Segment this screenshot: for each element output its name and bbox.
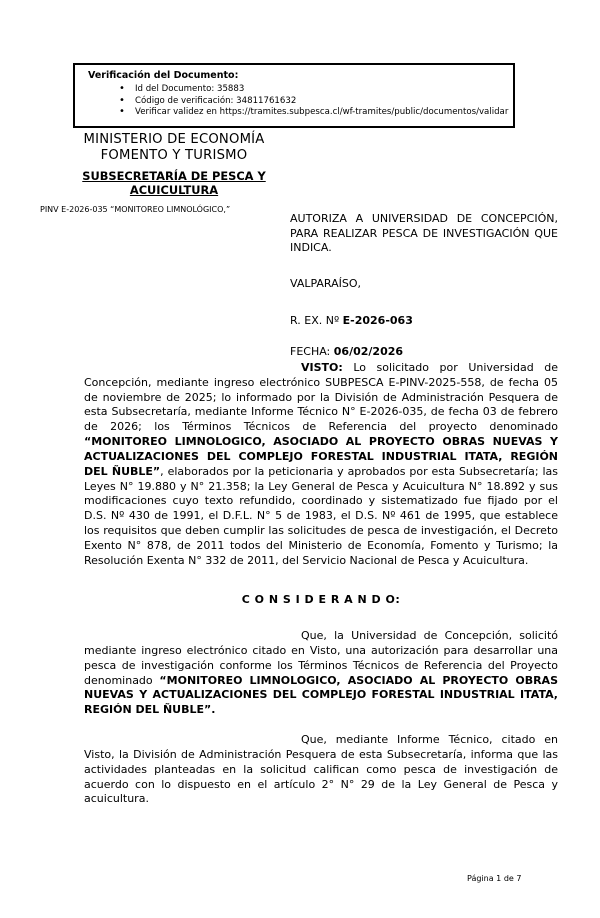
subsecretaria-title: SUBSECRETARÍA DE PESCA Y ACUICULTURA [82, 169, 266, 197]
visto-paragraph: VISTO: Lo solicitado por Universidad de Concepción, mediante ingreso electrónico SUBPESCA E-PINV-2025-558, de fecha 05 de noviembre de 2025; lo informado por la División de Administración Pesquera de esta Subsecretaría, mediante Informe Técnico N° E-2026-035, de fecha 03 de febrero de 2026; los Términos Técnicos de Referencia del proyecto denominado “MONITOREO LIMNOLOGICO, ASOCIADO AL PROYECTO OBRAS NUEVAS Y ACTUALIZACIONES DEL COMPLEJO FORESTAL INDUSTRIAL ITATA, REGIÓN DEL ÑUBLE”, elaborados por la peticionaria y aprobados por esta Subsecretaría; las Leyes N° 19.880 y N° 21.358; la Ley General de Pesca y Acuicultura N° 18.892 y sus modificaciones cuyo texto refundido, coordinado y sistematizado fue fijado por el D.S. Nº 430 de 1991, el D.F.L. N° 5 de 1983, el D.S. Nº 461 de 1995, que establece los requisitos que deben cumplir las solicitudes de pesca de investigación, el Decreto Exento N° 878, de 2011 todos del Ministerio de Economía, Fomento y Turismo; la Resolución Exenta N° 332 de 2011, del Servicio Nacional de Pesca y Acuicultura. [84, 361, 558, 567]
project-reference: PINV E-2026-035 “MONITOREO LIMNOLÓGICO,” [40, 205, 231, 214]
page-number: Página 1 de 7 [467, 874, 522, 883]
resolution-heading-block [290, 212, 558, 360]
resolution-number-line [290, 314, 558, 329]
considerando-paragraph-2: Que, mediante Informe Técnico, citado en Visto, la División de Administración Pesquera de esta Subsecretaría, informa que las actividades planteadas en la solicitud califican como pesca de investigación de acuerdo con lo dispuesto en el artículo 2° N° 29 de la Ley General de Pesca y acuicultura. [84, 733, 558, 806]
verification-list [88, 84, 507, 119]
considerando-paragraph-1: Que, la Universidad de Concepción, solicitó mediante ingreso electrónico citado en Visto, una autorización para desarrollar una pesca de investigación conforme los Términos Técnicos de Referencia del Proyecto denominado “MONITOREO LIMNOLOGICO, ASOCIADO AL PROYECTO OBRAS NUEVAS Y ACTUALIZACIONES DEL COMPLEJO FORESTAL INDUSTRIAL ITATA, REGIÓN DEL ÑUBLE”. [84, 629, 558, 717]
resolution-subject: AUTORIZA A UNIVERSIDAD DE CONCEPCIÓN, PARA REALIZAR PESCA DE INVESTIGACIÓN QUE INDICA. [290, 212, 558, 255]
considerando-heading: C O N S I D E R A N D O: [241, 593, 401, 607]
ministry-name-line1: MINISTERIO DE ECONOMÍA [83, 132, 265, 147]
resolution-number-value: E-2026-063 [342, 314, 413, 328]
date-value: 06/02/2026 [333, 344, 404, 358]
date-label: FECHA: [290, 344, 334, 358]
verification-item-document-id: • Id del Documento: 35883 [88, 84, 507, 96]
verification-item-url: • Verificar validez en https://tramites.subpesca.cl/wf-tramites/public/documentos/validar [88, 107, 507, 119]
resolution-body [84, 361, 558, 807]
date-line [290, 345, 558, 360]
ministry-name-line2: FOMENTO Y TURISMO [100, 148, 248, 163]
resolution-number-label: R. EX. Nº [290, 314, 343, 328]
verification-box [73, 63, 515, 128]
city-line: VALPARAÍSO, [290, 276, 362, 290]
verification-item-code: • Código de verificación: 34811761632 [88, 96, 507, 108]
letterhead [40, 132, 308, 215]
verification-title: Verificación del Documento: [88, 70, 239, 81]
